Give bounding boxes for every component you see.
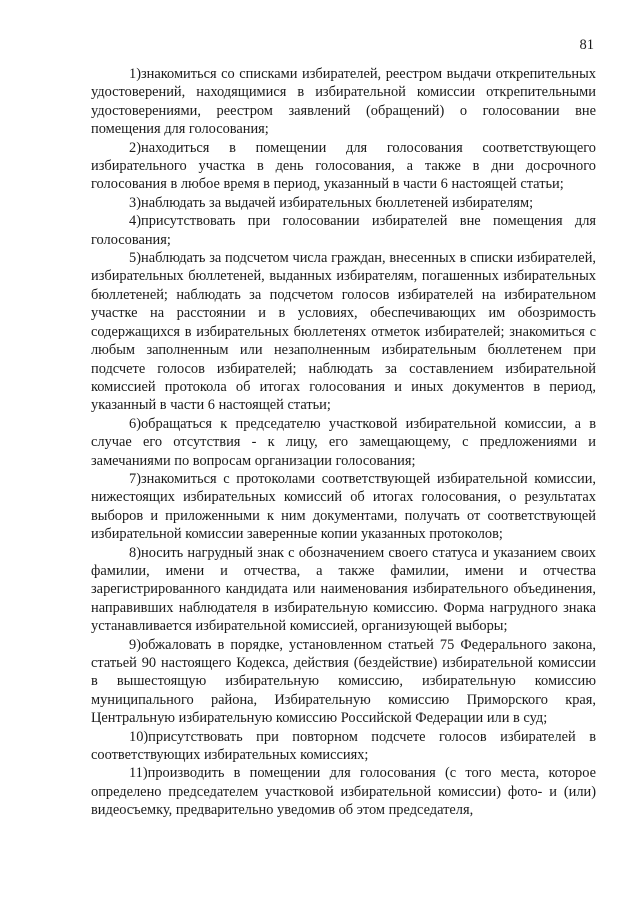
paragraph-10: 10)присутствовать при повторном подсчете голосов избирателей в соответствующих избирательных комиссиях; [91, 728, 596, 764]
paragraph-7: 7)знакомиться с протоколами соответствующей избирательной комиссии, нижестоящих избирательных комиссий об итогах голосования, о результатах выборов и приложенными к ним документами, получать от соответствующей избирательной комиссии заверенные копии указанных протоколов; [91, 470, 596, 543]
paragraph-3: 3)наблюдать за выдачей избирательных бюллетеней избирателям; [129, 194, 534, 211]
paragraph-8: 8)носить нагрудный знак с обозначением своего статуса и указанием своих фамилии, имени и отчества, а также фамилии, имени и отчества зарегистрированного кандидата или наименования избирательного объединения, направивших наблюдателя в избирательную комиссию. Форма нагрудного знака устанавливается избирательной комиссией, организующей выборы; [91, 544, 596, 635]
paragraph-11: 11)производить в помещении для голосования (с того места, которое определено председателем участковой избирательной комиссии) фото- и (или) видеосъемку, предварительно уведомив об этом председателя, [91, 765, 596, 819]
document-body [91, 65, 596, 820]
paragraph-4: 4)присутствовать при голосовании избирателей вне помещения для голосования; [91, 213, 596, 248]
paragraph-9: 9)обжаловать в порядке, установленном статьей 75 Федерального закона, статьей 90 настоящего Кодекса, действия (бездействие) избирательной комиссии в вышестоящую избирательную комиссию, избирательную комиссию муниципального района, Избирательную комиссию Приморского края, Центральную избирательную комиссию Российской Федерации или в суд; [91, 636, 596, 727]
paragraph-5: 5)наблюдать за подсчетом числа граждан, внесенных в списки избирателей, избирательных бюллетеней, выданных избирателям, погашенных избирательных бюллетеней; наблюдать за подсчетом голосов избирателей на избирательном участке на расстоянии и в условиях, обеспечивающих им обозримость содержащихся в избирательных бюллетенях отметок избирателей; знакомиться с любым заполненным или незаполненным избирательным бюллетенем при подсчете голосов избирателей; наблюдать за составлением избирательной комиссией протокола об итогах голосования и иных документов в период, указанный в части 6 настоящей статьи; [91, 250, 596, 414]
paragraph-6: 6)обращаться к председателю участковой избирательной комиссии, а в случае его отсутствия - к лицу, его замещающему, с предложениями и замечаниями по вопросам организации голосования; [91, 415, 596, 469]
paragraph-1: 1)знакомиться со списками избирателей, реестром выдачи открепительных удостоверений, находящимися в избирательной комиссии открепительными удостоверениями, реестром заявлений (обращений) о голосовании вне помещения для голосования; [91, 66, 596, 138]
page-number: 81 [579, 37, 594, 53]
paragraph-2: 2)находиться в помещении для голосования соответствующего избирательного участка в день голосования, а также в дни досрочного голосования в любое время в период, указанный в части 6 настоящей статьи; [91, 139, 596, 193]
